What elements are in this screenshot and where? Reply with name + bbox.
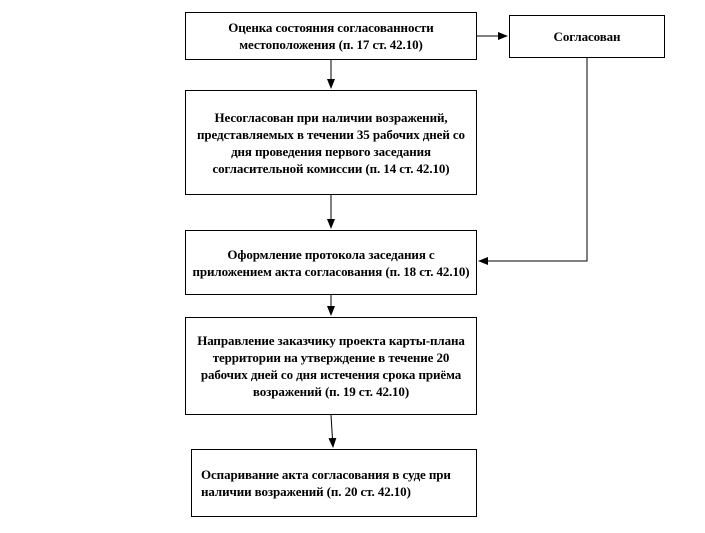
box-dispute	[191, 449, 477, 517]
arrow-direction-to-dispute	[331, 415, 333, 447]
box-dispute-text: Оспаривание акта согласования в суде при наличии возражений (п. 20 ст. 42.10)	[201, 467, 451, 499]
box-direction-text: Направление заказчику проекта карты-плана территории на утверждение в течение 20 рабочих дней со дня истечения срока приёма возражений (п. 19 ст. 42.10)	[197, 333, 465, 399]
box-agreed-text: Согласован	[553, 29, 621, 44]
box-not-agreed-text: Несогласован при наличии возражений, представляемых в течении 35 рабочих дней со дня проведения первого заседания согласительной комиссии (п. 14 ст. 42.10)	[197, 109, 465, 176]
box-protocol-text: Оформление протокола заседания с приложением акта согласования (п. 18 ст. 42.10)	[192, 246, 470, 279]
box-agreed	[509, 15, 665, 58]
arrow-agreed-to-protocol	[479, 58, 587, 261]
box-assessment-text: Оценка состояния согласованности местоположения (п. 17 ст. 42.10)	[228, 20, 434, 52]
box-not-agreed	[185, 90, 477, 195]
box-assessment	[185, 12, 477, 60]
box-protocol	[185, 230, 477, 295]
box-direction	[185, 317, 477, 415]
